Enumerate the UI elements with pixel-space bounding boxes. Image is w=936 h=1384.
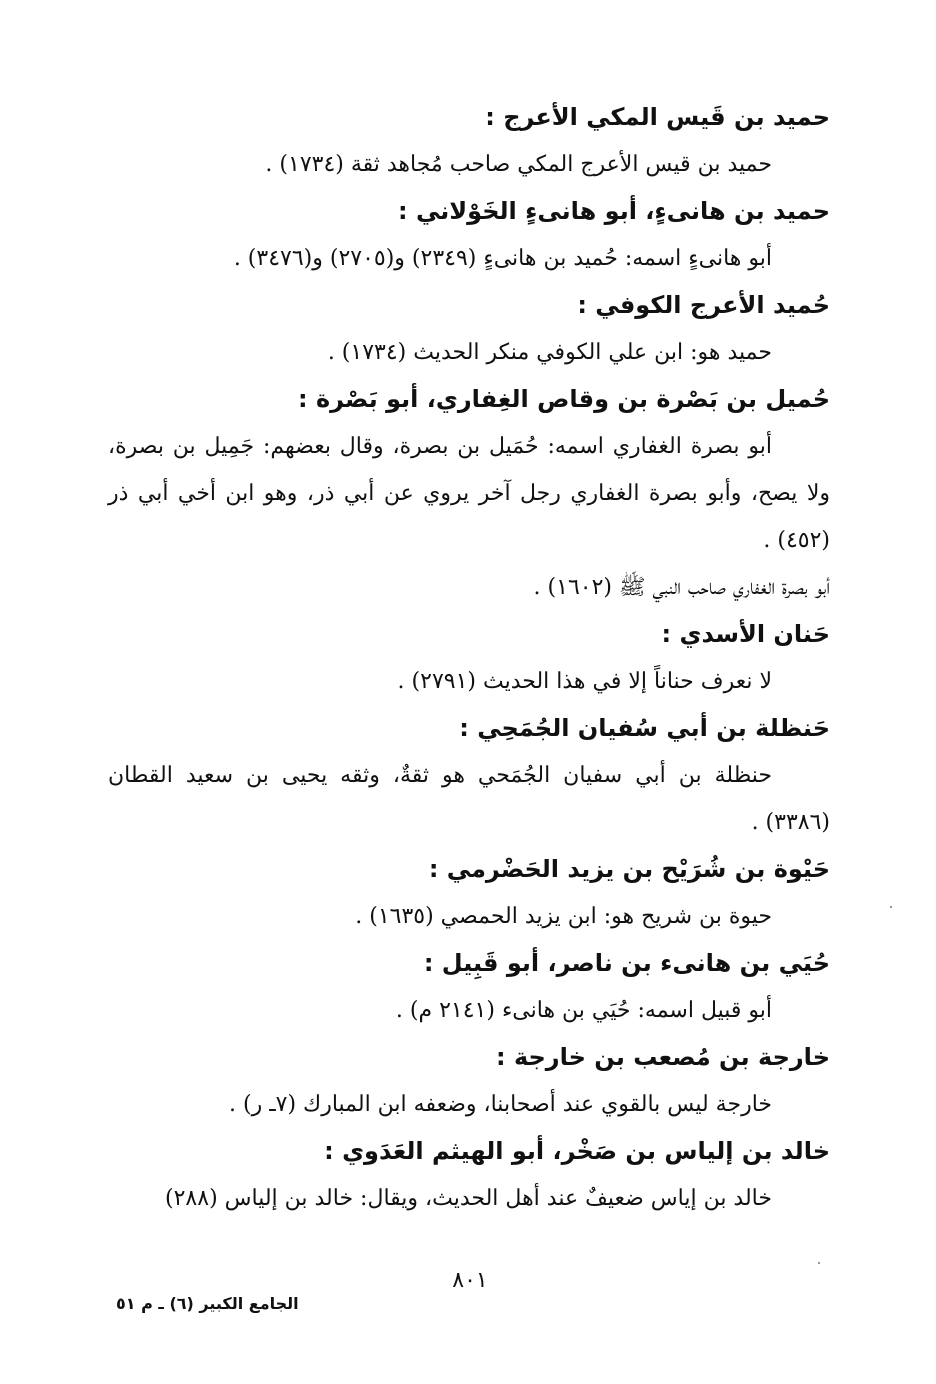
printer-signature: الجامع الكبير (٦) ـ م ٥١ — [116, 1294, 299, 1313]
entry-text: خالد بن إياس ضعيفٌ عند أهل الحديث، ويقال: خالد بن إلياس (٢٨٨) — [165, 1186, 772, 1211]
entry-heading: حُميد الأعرج الكوفي : — [577, 291, 830, 319]
entry-humail-ibn-basra — [108, 376, 830, 611]
entry-text: لا نعرف حناناً إلا في هذا الحديث (٢٧٩١) . — [397, 669, 772, 694]
entry-heading: خالد بن إلياس بن صَخْر، أبو الهيثم العَدَوي : — [324, 1137, 830, 1165]
entry-heading: حُيَي بن هانىء بن ناصر، أبو قَبِيل : — [423, 949, 830, 977]
entry-text: حيوة بن شريح هو: ابن يزيد الحمصي (١٦٣٥) . — [355, 904, 772, 929]
page-number: ٨٠١ — [452, 1268, 488, 1293]
entry-text: حنظلة بن أبي سفيان الجُمَحي هو ثقةٌ، وثقه يحيى بن سعيد القطان (٣٣٨٦) . — [108, 763, 830, 835]
entry-huyay-ibn-hani — [108, 940, 830, 1034]
entry-humaid-al-araj-al-kufi — [108, 282, 830, 376]
entry-heading: حميد بن هانىءٍ، أبو هانىءٍ الخَوْلاني : — [398, 197, 830, 225]
entry-heading: خارجة بن مُصعب بن خارجة : — [495, 1043, 830, 1071]
entry-text: خارجة ليس بالقوي عند أصحابنا، وضعفه ابن المبارك (٧ـ ر) . — [229, 1092, 772, 1117]
entry-heading: حَيْوة بن شُرَيْح بن يزيد الحَضْرمي : — [428, 855, 830, 883]
entry-hanan-al-asadi — [108, 611, 830, 705]
entry-haywa-ibn-shuraih — [108, 846, 830, 940]
entry-text: حميد بن قيس الأعرج المكي صاحب مُجاهد ثقة (١٧٣٤) . — [265, 152, 772, 177]
entry-text: حميد هو: ابن علي الكوفي منكر الحديث (١٧٣٤) . — [327, 340, 772, 365]
entries-list — [108, 94, 830, 1222]
entry-text: أبو قبيل اسمه: حُيَي بن هانىء (٢١٤١ م) . — [395, 998, 772, 1023]
entry-humaid-ibn-qais — [108, 94, 830, 188]
entry-humaid-ibn-hani — [108, 188, 830, 282]
entry-hanzala-ibn-abi-sufyan — [108, 705, 830, 846]
scan-speck — [818, 1262, 820, 1264]
entry-text: أبو بصرة الغفاري صاحب النبي ﷺ (١٦٠٢) . — [533, 575, 830, 600]
entry-heading: حَنظلة بن أبي سُفيان الجُمَحِي : — [459, 714, 830, 742]
scan-speck — [890, 906, 892, 908]
entry-khalid-ibn-ilyas — [108, 1128, 830, 1222]
entry-text: أبو هانىءٍ اسمه: حُميد بن هانىءٍ (٢٣٤٩) و(٢٧٠٥) و(٣٤٧٦) . — [233, 246, 772, 271]
entry-heading: حُميل بن بَصْرة بن وقاص الغِفاري، أبو بَصْرة : — [298, 385, 830, 413]
entry-kharija-ibn-musab — [108, 1034, 830, 1128]
entry-heading: حَنان الأسدي : — [661, 620, 830, 648]
entry-text: أبو بصرة الغفاري اسمه: حُمَيل بن بصرة، وقال بعضهم: جَمِيل بن بصرة، ولا يصح، وأبو بصرة الغفاري رجل آخر يروي عن أبي ذر، وهو ابن أخي أبي ذر (٤٥٢) . — [108, 434, 830, 553]
entry-heading: حميد بن قَيس المكي الأعرج : — [485, 103, 830, 131]
